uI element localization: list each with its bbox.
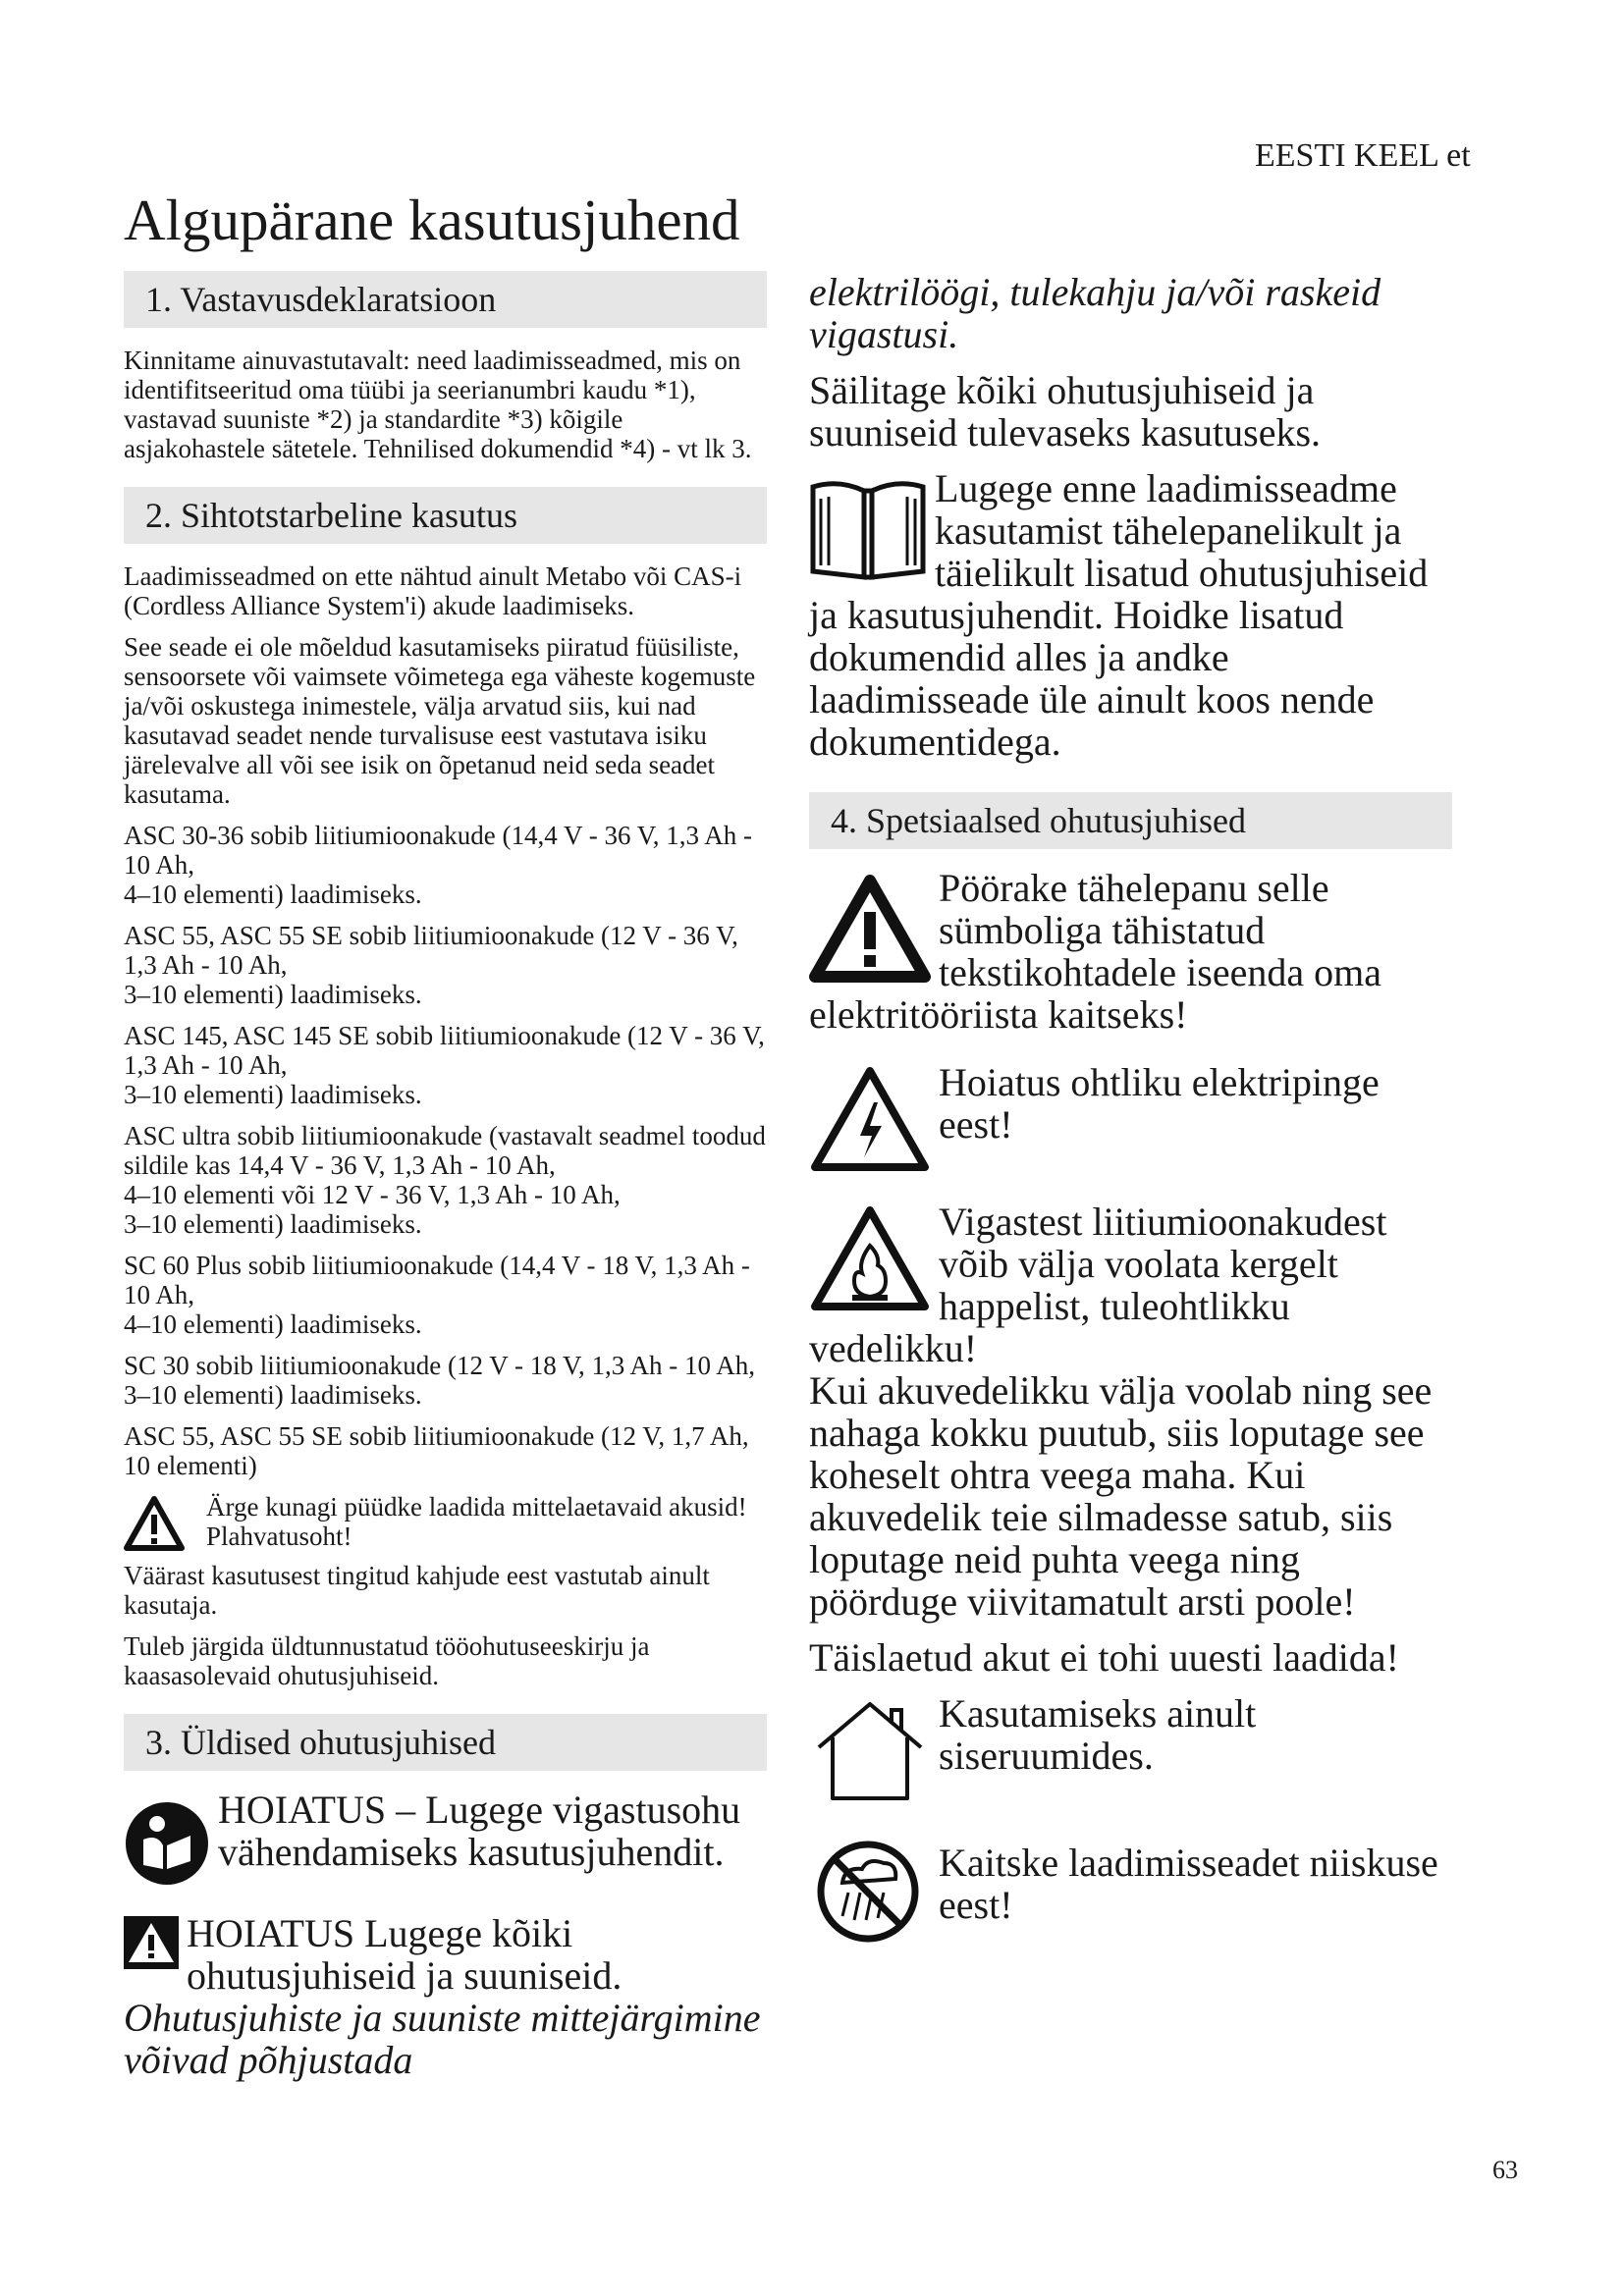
recharge-warning-text: Täislaetud akut ei tohi uuesti laadida!: [809, 1635, 1399, 1680]
indoor-use-note: Kasutamiseks ainult siseruumides.: [809, 1692, 1452, 1804]
section-heading-4: 4. Spetsiaalsed ohutusjuhised: [809, 792, 1452, 849]
house-icon: [809, 1696, 931, 1804]
keep-instructions-text: Säilitage kõiki ohutusjuhiseid ja suuniseid tulevaseks kasutuseks.: [809, 368, 1322, 454]
voltage-warning: Hoiatus ohtliku elektripinge eest!: [809, 1061, 1452, 1173]
high-voltage-icon: [809, 1065, 931, 1173]
read-all-warning: HOIATUS Lugege kõiki ohutusjuhiseid ja suuniseid.: [124, 1912, 767, 1997]
liability-text: Väärast kasutusest tingitud kahjude eest vastutab ainult kasutaja.: [124, 1561, 710, 1620]
read-before-use: Lugege enne laadimisseadme kasutamist tähelepanelikult ja täielikult lisatud ohutusjuhiseid ja kasutusjuhendit. Hoidke lisatud dokumendid alles ja andke laadimisseade üle ainult koos nende dokumentidega.: [809, 466, 1429, 764]
spec-asc55-b: ASC 55, ASC 55 SE sobib liitiumioonakude (12 V, 1,7 Ah, 10 elementi): [124, 1421, 749, 1480]
spec-asc30: ASC 30-36 sobib liitiumioonakude (14,4 V - 36 V, 1,3 Ah - 10 Ah, 4–10 elementi) laadimiseks.: [124, 821, 753, 909]
flammable-icon: [809, 1204, 931, 1312]
spec-sc60: SC 60 Plus sobib liitiumioonakude (14,4 V - 18 V, 1,3 Ah - 10 Ah, 4–10 elementi) laadimiseks.: [124, 1251, 750, 1339]
explosion-warning: Ärge kunagi püüdke laadida mittelaetavaid akusid! Plahvatusoht!: [124, 1492, 767, 1551]
warning-square-icon: [124, 1916, 179, 1969]
flammable-liquid-warning: Vigastest liitiumioonakudest võib välja voolata kergelt happelist, tuleohtlikku vedelikku!: [809, 1200, 1387, 1370]
consequence-text: elektrilöögi, tulekahju ja/või raskeid vigastusi.: [809, 270, 1381, 356]
warning-triangle-icon: [809, 875, 931, 983]
page-title: Algupärane kasutusjuhend: [124, 187, 740, 252]
spec-sc30: SC 30 sobib liitiumioonakude (12 V - 18 V, 1,3 Ah - 10 Ah, 3–10 elementi) laadimiseks.: [124, 1351, 756, 1410]
manual-warning: HOIATUS – Lugege vigastusohu vähendamiseks kasutusjuhendit.: [124, 1789, 767, 1887]
page-number: 63: [1492, 2156, 1518, 2184]
spec-asc-ultra: ASC ultra sobib liitiumioonakude (vastavalt seadmel toodud sildile kas 14,4 V - 36 V, 1,3 Ah - 10 Ah, 4–10 elementi või 12 V - 36 V, 1,3 Ah - 10 Ah, 3–10 elementi) laadimiseks.: [124, 1121, 766, 1239]
no-rain-icon: [809, 1838, 931, 1946]
read-manual-icon: [124, 1800, 210, 1887]
left-column: [124, 271, 767, 2095]
section-heading-3: 3. Üldised ohutusjuhised: [124, 1714, 767, 1771]
skin-contact-text: Kui akuvedelikku välja voolab ning see nahaga kokku puutub, siis loputage see koheselt ohtra veega maha. Kui akuvedelik teie silmadesse satub, siis loputage neid puhta veega ning pöörduge viivitamatult arsti poole!: [809, 1368, 1433, 1624]
right-column: [809, 271, 1452, 1946]
section-heading-2: 2. Sihtotstarbeline kasutus: [124, 487, 767, 544]
safety-rules-text: Tuleb järgida üldtunnustatud tööohutuseeskirju ja kaasasolevaid ohutusjuhiseid.: [124, 1631, 650, 1690]
attention-symbol-note: Pöörake tähelepanu selle sümboliga tähistatud tekstikohtadele iseenda oma elektritööriista kaitseks!: [809, 866, 1381, 1037]
moisture-warning: Kaitske laadimisseadet niiskuse eest!: [809, 1838, 1452, 1946]
book-icon: [809, 473, 927, 583]
language-label: EESTI KEEL et: [1255, 137, 1471, 174]
declaration-text: Kinnitame ainuvastutavalt: need laadimisseadmed, mis on identifitseeritud oma tüübi ja seerianumbri kaudu *1), vastavad suuniste *2) ja standardite *3) kõigile asjakohastele sätetele. Tehnilised dokumendid *4) - vt lk 3.: [124, 346, 752, 463]
intended-use-text: Laadimisseadmed on ette nähtud ainult Metabo või CAS-i (Cordless Alliance System'i) akude laadimiseks.: [124, 561, 742, 620]
warning-triangle-icon: [124, 1496, 185, 1551]
spec-asc55: ASC 55, ASC 55 SE sobib liitiumioonakude (12 V - 36 V, 1,3 Ah - 10 Ah, 3–10 elementi) laadimiseks.: [124, 921, 738, 1009]
noncompliance-text: Ohutusjuhiste ja suuniste mittejärgimine võivad põhjustada: [124, 1996, 761, 2082]
restriction-text: See seade ei ole mõeldud kasutamiseks piiratud füüsiliste, sensoorsete või vaimsete võimetega ega väheste kogemuste ja/või oskustega inimestele, välja arvatud siis, kui nad kasutavad seadet nende turvalisuse eest vastutava isiku järelevalve all või see isik on õpetanud neid seda seadet kasutama.: [124, 632, 756, 809]
spec-asc145: ASC 145, ASC 145 SE sobib liitiumioonakude (12 V - 36 V, 1,3 Ah - 10 Ah, 3–10 elementi) laadimiseks.: [124, 1021, 765, 1109]
section-heading-1: 1. Vastavusdeklaratsioon: [124, 271, 767, 328]
